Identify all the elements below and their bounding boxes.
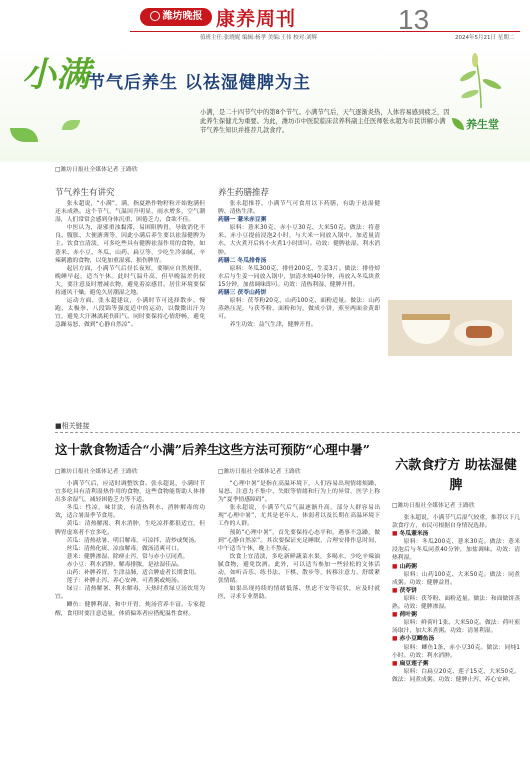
editorial-credits: 值班主任:张晓妮 编辑:杨孝 美编:王伟 校对:刘辉	[200, 35, 318, 41]
related-links-label: ■相关链接	[55, 422, 90, 430]
main-byline: □潍坊日报社全媒体记者 王路欣	[55, 167, 138, 173]
diet-byline: □潍坊日报社全媒体记者 王路欣	[392, 503, 475, 509]
recipe-title: 药膳三 茯苓山药饼	[218, 290, 267, 297]
logo-circle-icon	[150, 11, 160, 21]
diet-article-body	[392, 514, 520, 780]
remedy-title: ■ 扁豆莲子粥	[392, 660, 520, 668]
braised-meat-icon	[466, 326, 492, 338]
paragraph: 张永超说，小满节气后湿气较重，推荐以下几款食疗方，市民可根据自身情况选择。	[392, 515, 520, 530]
paragraph: 原料：冬瓜300克、排骨200克、生姜3片。做法：排骨焯水后与生姜一同放入锅中，加清水炖40分钟，再放入冬瓜块煮15分钟，加盐调味即可。功效：清热利湿、健脾开胃。	[218, 265, 380, 288]
yaoshan-article-body	[218, 200, 380, 422]
newspaper-name: 潍坊晚报	[162, 11, 203, 22]
section-divider	[55, 432, 520, 433]
paragraph: 原料：山药100克、大米50克。做法：同煮成粥。功效：健脾益胃。	[392, 571, 520, 586]
paragraph: 起居方面，小满节气后昼长夜短，要顺应自然规律，晚睡早起，适当午休。此时气温升高，但早晚温差仍较大，要注意及时增减衣物，避免着凉感冒。居住环境要保持通风干燥，避免久居潮湿之地。	[55, 265, 205, 297]
paragraph: 原料：白扁豆20克、莲子15克、大米50克。做法：同煮成粥。功效：健脾止泻、养心安神。	[392, 668, 520, 683]
mind-byline: □潍坊日报社全媒体记者 王路欣	[218, 469, 301, 475]
food-photo	[388, 300, 512, 356]
soup-bowl-icon	[402, 314, 450, 344]
health-badge	[452, 114, 518, 134]
paragraph: 黄瓜：清热解渴、利水消肿，生吃凉拌都很适宜，但脾胃虚寒者不宜多吃。	[55, 521, 205, 536]
recipe-title: 药膳一 薏米赤豆粥	[218, 217, 267, 224]
remedy-title: ■ 山药粥	[392, 563, 520, 571]
paragraph: 中医认为，湿邪重浊黏滞，易困阻脾胃，导致消化不良、腹胀、大便溏薄等，因此小满后养生要以祛湿健脾为主。饮食宜清淡，可多吃些具有健脾祛湿作用的食物，如薏米、赤小豆、冬瓜、山药、扁豆等，少吃生冷油腻、辛辣刺激的食物，以免加重湿邪、损伤脾胃。	[55, 225, 205, 264]
paragraph: 张永超推荐，小满节气可食用以下药膳，有助于祛湿健脾、清热生津。	[218, 201, 380, 216]
paragraph: 原料：鲜荷叶1张、大米50克。做法：荷叶煎汤取汁，加大米煮粥。功效：清暑利湿。	[392, 620, 520, 635]
paragraph: 养生功效：益气生津，健脾开胃。	[229, 322, 317, 329]
food-heading: 这十款食物适合“小满”后养生	[55, 442, 220, 457]
paragraph: 苦瓜：清热祛暑、明目解毒，可凉拌、清炒或煲汤。	[66, 537, 200, 544]
paragraph: 小满节气后，应适时调整饮食。张永超说，小满时节宜多吃具有清利湿热作用的食物，这些食物能帮助人体排出多余湿气，减轻困倦乏力等不适。	[55, 481, 205, 504]
paragraph: 预防“心理中暑”，首先要保持心态平和，遇事不急躁，做到“心静自然凉”。其次要保证充足睡眠，合理安排作息时间，中午适当午休，晚上不熬夜。	[218, 529, 380, 552]
remedy-title: ■ 茯苓饼	[392, 587, 520, 595]
paragraph: 原料：鲫鱼1条、赤小豆30克。做法：同炖1小时。功效：利水消肿。	[392, 644, 520, 659]
paragraph: 赤小豆：利水消肿、解毒排脓，是祛湿佳品。	[66, 561, 183, 568]
remedy-title: ■ 冬瓜薏米汤	[392, 530, 520, 538]
leaf-icon	[452, 118, 464, 130]
publication-date: 2024年5月21日 星期二	[455, 35, 515, 41]
paragraph: 冬瓜：性凉，味甘淡，有清热利水、消肿解毒的功效，适合暑湿季节食用。	[55, 505, 205, 520]
wheat-plant-icon	[446, 50, 516, 108]
mind-article-body	[218, 480, 380, 780]
paragraph: 原料：茯苓粉、面粉适量。做法：和面做饼蒸熟。功效：健脾渗湿。	[392, 595, 520, 611]
badge-label: 养生堂	[466, 118, 499, 131]
paragraph: 运动方面，张永超建议，小满时节可选择散步、慢跑、太极拳、八段锦等强度适中的运动，以微微出汗为宜，避免大汗淋漓耗伤阳气。同时要保持心情舒畅，避免急躁易怒，做到“心静自然凉”。	[55, 298, 205, 329]
header-rule	[130, 31, 520, 32]
food-byline: □潍坊日报社全媒体记者 王路欣	[55, 469, 138, 475]
banner-title: 节气后养生 以祛湿健脾为主	[88, 73, 311, 93]
page-number: 13	[398, 4, 430, 35]
diet-heading: 六款食疗方 助祛湿健脾	[395, 458, 517, 493]
remedy-title: ■ 荷叶粥	[392, 611, 520, 619]
jieqi-heading: 节气养生有讲究	[55, 188, 115, 198]
paragraph: 原料：薏米30克、赤小豆30克、大米50克。做法：将薏米、赤小豆提前浸泡2小时，与大米一同放入锅中，加适量清水，大火煮开后转小火煮1小时即可。功效：健脾祛湿、利水消肿。	[218, 225, 380, 256]
paragraph: “心理中暑”是指在高温环境下，人们容易出现情绪烦躁、易怒、注意力不集中、失眠等情绪和行为上的异常，医学上称为“夏季情感障碍”。	[218, 481, 380, 504]
paragraph: 饮食上宜清淡，多吃新鲜蔬菜水果，多喝水，少吃辛辣油腻食物，避免饮酒。此外，可以适当参加一些轻松的文体活动，如听音乐、练书法、下棋、散步等，转移注意力，舒缓紧张情绪。	[218, 553, 380, 585]
paragraph: 原料：茯苓粉20克、山药100克、面粉适量。做法：山药蒸熟压泥，与茯苓粉、面粉和匀，做成小饼，煎至两面金黄即可。	[218, 298, 380, 321]
yaoshan-heading: 养生药膳推荐	[218, 188, 270, 198]
paragraph: 薏米：健脾渗湿、除痹止泻，常与赤小豆同煮。	[66, 553, 189, 560]
newspaper-logo	[140, 8, 212, 26]
paragraph: 丝瓜：清热化痰、凉血解毒，做汤清爽可口。	[66, 545, 183, 552]
supplement-title: 康养周刊	[216, 8, 297, 30]
paragraph: 张永超说，“小满”，满，指夏熟作物籽粒开始饱满但还未成熟。这个节气，气温回升明显，雨水增多，空气潮湿，人们常常会感到身体沉重、困倦乏力、食欲不佳。	[55, 201, 205, 224]
paragraph: 鲫鱼：健脾利湿、和中开胃，炖汤营养丰富。专家提醒，食用时要注意适量，体质偏寒者应搭配温性食材。	[55, 602, 205, 617]
remedy-title: ■ 赤小豆鲫鱼汤	[392, 635, 520, 643]
paragraph: 绿豆：清热解暑、利水解毒，天热时煮绿豆汤饮用为宜。	[55, 586, 205, 601]
paragraph: 张永超说，小满节气后气温逐渐升高，部分人群容易出现“心理中暑”，尤其是老年人、体弱者以及长期在高温环境下工作的人群。	[218, 505, 380, 528]
mind-heading: 这些方法可预防“心理中暑”	[218, 442, 370, 457]
food-article-body	[55, 480, 205, 780]
paragraph: 山药：补脾养胃、生津益肺，适合脾虚者长期食用。	[66, 570, 200, 577]
paragraph: 原料：冬瓜200克、薏米30克。做法：薏米浸泡后与冬瓜同煮40分钟，加盐调味。功效：清热利湿。	[392, 539, 520, 562]
jieqi-article-body	[55, 200, 205, 422]
paragraph: 如果出现持续的情绪低落、焦虑不安等症状，应及时就医，寻求专业帮助。	[218, 586, 380, 601]
banner-intro: 小满，是二十四节气中的第8个节气。小满节气后，天气逐渐炎热，人体容易感到疲乏，因此养生保健尤为重要。为此，潍坊市中医院临床营养科副主任医师张永超为市民讲解小满节气养生知识并推荐几款食疗。	[200, 109, 450, 134]
recipe-title: 药膳二 冬瓜排骨汤	[218, 257, 267, 264]
paragraph: 莲子：补脾止泻、养心安神，可煮粥或炖汤。	[66, 578, 183, 585]
banner-calligraphy: 小满	[22, 55, 90, 95]
